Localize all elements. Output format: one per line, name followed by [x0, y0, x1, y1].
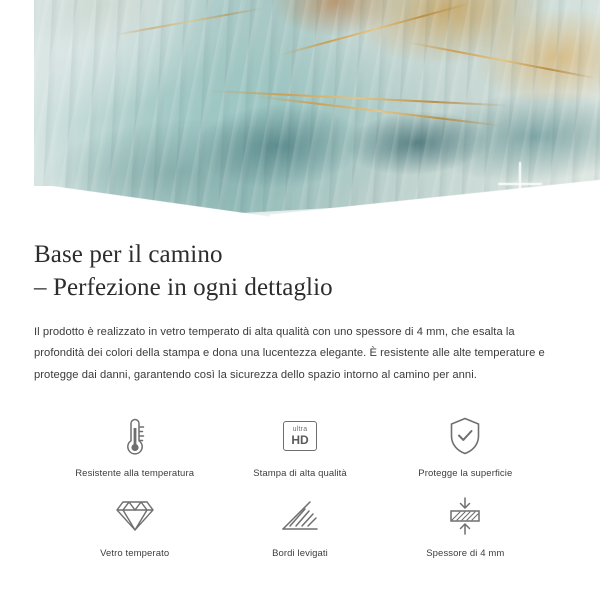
headline-line-2: – Perfezione in ogni dettaglio	[34, 274, 333, 302]
polished-edges-icon	[280, 493, 320, 539]
feature-item-surface-protection	[383, 413, 548, 479]
feature-label: Bordi levigati	[272, 548, 328, 560]
shield-check-icon	[447, 413, 483, 459]
hero-mask	[0, 186, 300, 222]
feature-label: Stampa di alta qualità	[253, 468, 347, 480]
content-block	[0, 238, 600, 559]
ultra-hd-icon	[283, 413, 317, 459]
hero-mask	[270, 166, 600, 222]
diamond-icon	[115, 493, 155, 539]
feature-label: Spessore di 4 mm	[426, 548, 505, 560]
feature-item-tempered-glass	[52, 493, 217, 559]
feature-label: Vetro temperato	[100, 548, 170, 560]
hero-image	[0, 0, 600, 222]
feature-item-thickness	[383, 493, 548, 559]
body-paragraph: Il prodotto è realizzato in vetro temperato di alta qualità con uno spessore di 4 mm, che esalta la profondità dei colori della stampa e dona una lucentezza elegante. È resistente alle alte temperature e protegge dai danni, garantendo così la sicurezza dello spazio intorno al camino per anni.	[34, 325, 545, 382]
page-title	[34, 238, 566, 305]
feature-label: Resistente alla temperatura	[75, 468, 195, 480]
headline-line-1: Base per il camino	[34, 241, 223, 268]
feature-item-polished-edges	[217, 493, 382, 559]
thermometer-icon	[122, 413, 148, 459]
thickness-arrows-icon	[445, 493, 485, 539]
feature-item-print-quality	[217, 413, 382, 479]
ultra-hd-badge-bottom: HD	[291, 433, 309, 448]
feature-grid	[34, 413, 566, 559]
feature-item-temperature	[52, 413, 217, 479]
feature-label: Protegge la superficie	[418, 468, 513, 480]
ultra-hd-badge-top: ultra	[292, 426, 308, 434]
